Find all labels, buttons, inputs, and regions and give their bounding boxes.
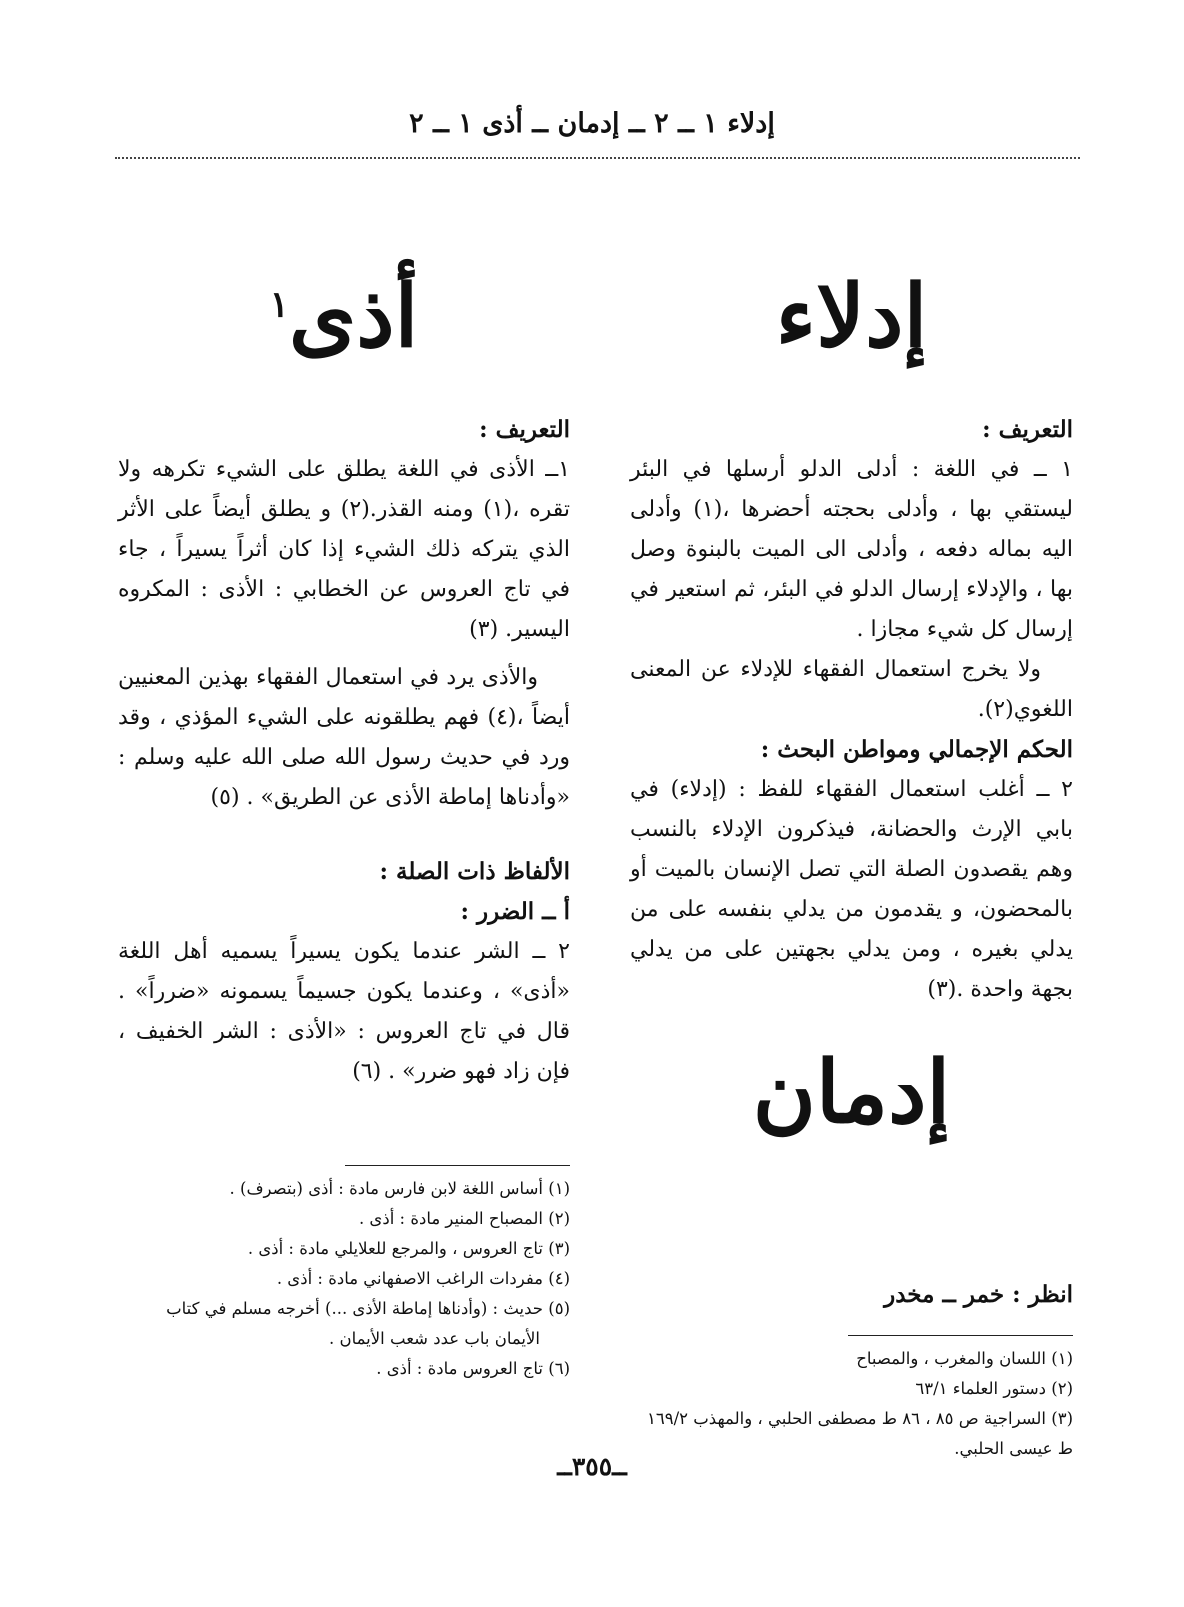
footnote: (٤) مفردات الراغب الاصفهاني مادة : أذى .: [276, 1269, 570, 1288]
adhaa-body: [118, 410, 570, 1092]
right-footnotes: [630, 1335, 1073, 1464]
footnote: (٥) حديث : (وأدناها إماطة الأذى ...) أخرجه مسلم في كتاب: [166, 1299, 570, 1318]
entry-title-number: ١: [269, 283, 289, 326]
footnote: (٢) دستور العلماء ٦٣/١: [915, 1379, 1073, 1398]
entry-title-text: أذى: [288, 266, 419, 367]
related-term-paragraph: ٢ ــ الشر عندما يكون يسيراً يسميه أهل اللغة «أذى» ، وعندما يكون جسيماً يسمونه «ضرراً» . قال في تاج العروس : «الأذى : الشر الخفيف ، فإن زاد فهو ضرر» . (٦): [118, 939, 570, 1084]
footnote-list: [118, 1174, 570, 1384]
footnote: (١) أساس اللغة لابن فارس مادة : أذى (بتصرف) .: [229, 1179, 570, 1198]
footnote: (٣) تاج العروس ، والمرجع للعلايلي مادة : أذى .: [247, 1239, 570, 1258]
usage-paragraph: ولا يخرج استعمال الفقهاء للإدلاء عن المعنى اللغوي(٢).: [630, 657, 1073, 722]
footnote: الأيمان باب عدد شعب الأيمان .: [328, 1329, 540, 1348]
related-term-subheading: أ ــ الضرر :: [460, 898, 570, 925]
entry-title-idlaa: إدلاء: [775, 266, 928, 367]
entry-title-adhaa: [118, 266, 570, 367]
definition-heading: التعريف :: [982, 416, 1073, 443]
footnote: (١) اللسان والمغرب ، والمصباح: [856, 1349, 1073, 1368]
definition-paragraph: ١ــ الأذى في اللغة يطلق على الشيء تكرهه ولا تقره ،(١) ومنه القذر.(٢) و يطلق أيضاً على الأثر الذي يتركه ذلك الشيء إذا كان أثراً يسيراً ، جاء في تاج العروس عن الخطابي : الأذى : المكروه اليسير. (٣): [118, 457, 570, 642]
definition-paragraph: ١ ــ في اللغة : أدلى الدلو أرسلها في البئر ليستقي بها ، وأدلى بحجته أحضرها ،(١) وأدلى اليه بماله دفعه ، وأدلى الى الميت بالبنوة وصل بها ، والإدلاء إرسال الدلو في البئر، ثم استعير في إرسال كل شيء مجازا .: [630, 457, 1073, 642]
definition-heading: التعريف :: [479, 416, 570, 443]
footnote-list: [630, 1344, 1073, 1464]
left-footnotes: [118, 1165, 570, 1384]
related-terms-heading: الألفاظ ذات الصلة :: [379, 858, 570, 885]
header-divider: [115, 157, 1080, 159]
idman-body: [630, 1275, 1073, 1315]
footnote-divider: [848, 1335, 1073, 1336]
idlaa-body: [630, 410, 1073, 1010]
ruling-paragraph: ٢ ــ أغلب استعمال الفقهاء للفظ : (إدلاء) في بابي الإرث والحضانة، فيذكرون الإدلاء بالنسب وهم يقصدون الصلة التي تصل الإنسان بالميت أو بالمحضون، و يقدمون من يدلي بنفسه على من يدلي بغيره ، ومن يدلي بجهتين على من يدلي بجهة واحدة .(٣): [630, 777, 1073, 1002]
footnote: (٣) السراجية ص ٨٥ ، ٨٦ ط مصطفى الحلبي ، والمهذب ١٦٩/٢: [646, 1409, 1073, 1428]
running-header: إدلاء ١ ــ ٢ ــ إدمان ــ أذى ١ ــ ٢: [409, 108, 775, 139]
footnote-divider: [345, 1165, 570, 1166]
usage-paragraph: والأذى يرد في استعمال الفقهاء بهذين المعنيين أيضاً ،(٤) فهم يطلقونه على الشيء المؤذي ، وقد ورد في حديث رسول الله صلى الله عليه وسلم : «وأدناها إماطة الأذى عن الطريق» . (٥): [118, 665, 570, 810]
page-number: ــ٣٥٥ــ: [557, 1452, 627, 1481]
footnote: ط عيسى الحلبي.: [954, 1439, 1073, 1458]
ruling-heading: الحكم الإجمالي ومواطن البحث :: [760, 736, 1073, 763]
footnote: (٢) المصباح المنير مادة : أذى .: [358, 1209, 570, 1228]
entry-title-idman: إدمان: [752, 1042, 951, 1143]
footnote: (٦) تاج العروس مادة : أذى .: [376, 1359, 570, 1378]
see-also: انظر : خمر ــ مخدر: [884, 1281, 1073, 1308]
